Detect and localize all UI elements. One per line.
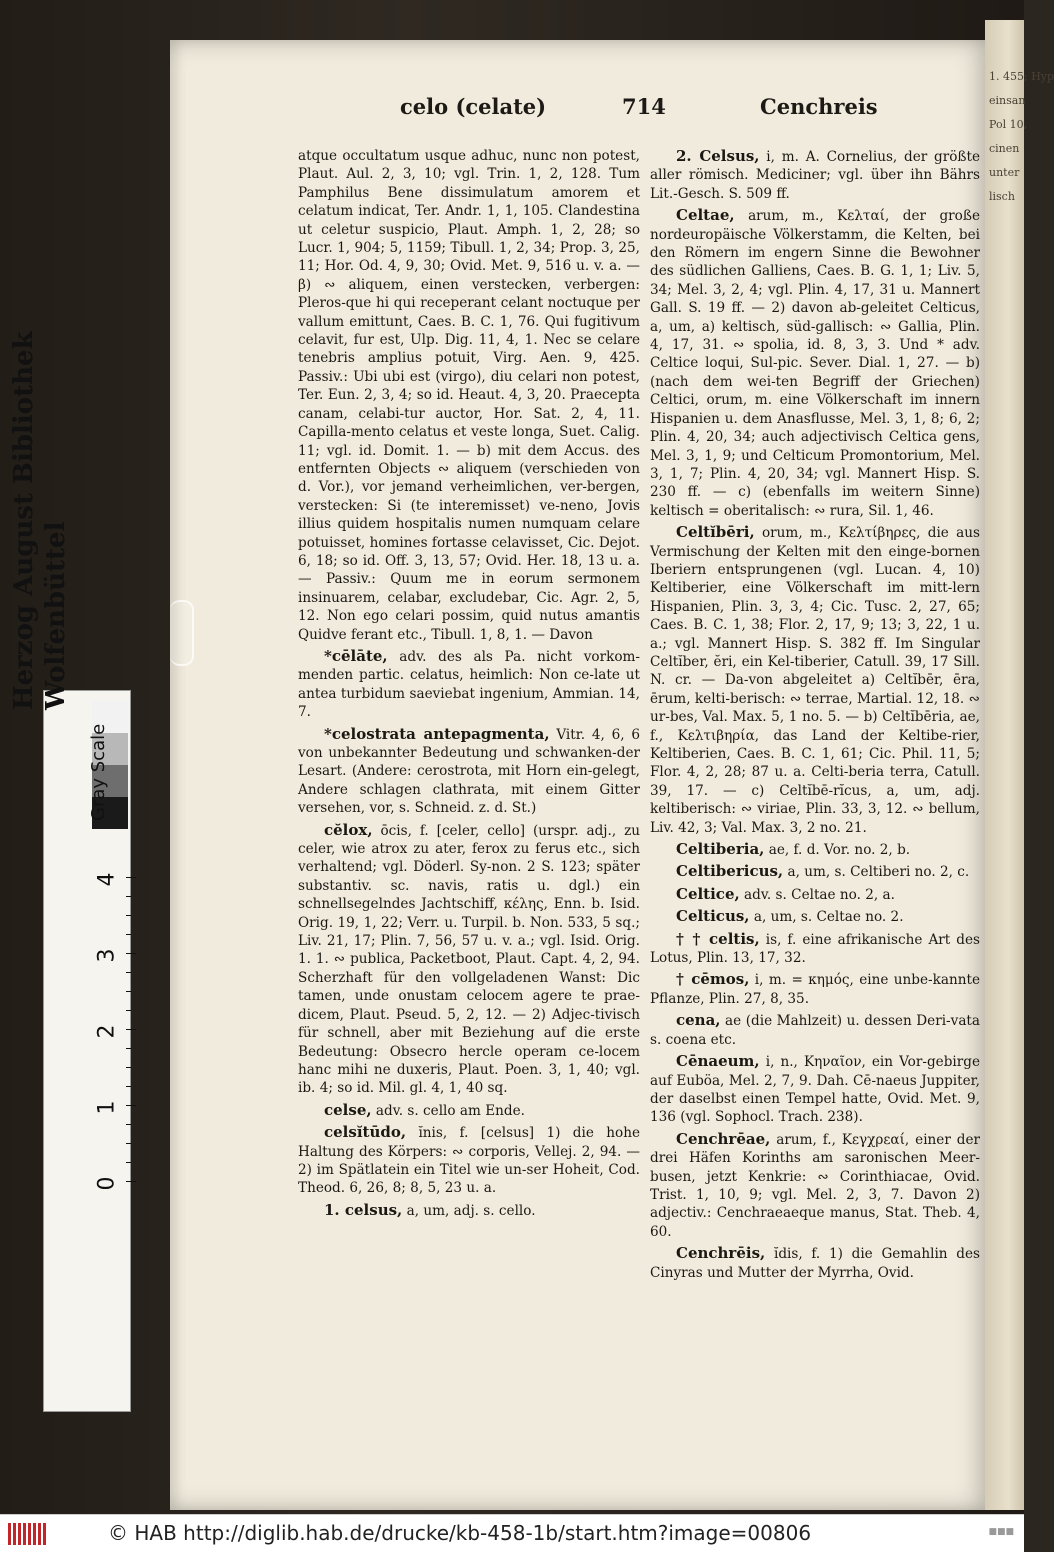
ruler-tick: [126, 896, 131, 897]
entry-lemma: † † celtis,: [676, 929, 760, 948]
dictionary-entry: [650, 1130, 980, 1241]
entry-text: ae, f. d. Vor. no. 2, b.: [764, 842, 911, 859]
ruler-tick: [126, 1067, 131, 1068]
facing-page-fragment: lisch: [989, 190, 1015, 203]
entry-lemma: Celtiberia,: [676, 840, 765, 859]
ruler-tick: [126, 877, 136, 878]
entry-lemma: celsĭtūdo,: [324, 1123, 407, 1142]
entry-text: a, um, s. Celtae no. 2.: [749, 909, 904, 926]
ruler-number: 3: [94, 948, 120, 963]
gray-scale-label: Gray Scale: [88, 723, 109, 821]
entry-text: arum, f., Κεγχρεαί, einer der drei Häfen Korinths am saronischen Meer-busen, jetzt Kenkrie: ∾ Corinthiacae, Ovid. Trist. 1, 10, 9; vgl. Mel. 2, 3, 7. Davon 2) adjectiv.: Cenchraeaeque manus, Stat. Theb. 4, 60.: [650, 1131, 980, 1240]
ruler-number: 0: [94, 1176, 120, 1191]
library-name-line2: Wolfenbüttel: [41, 521, 71, 710]
entry-text: i, n., Κηναῖον, ein Vor-gebirge auf Euböa, Mel. 2, 7, 9. Dah. Cē-naeus Juppiter, der daselbst einen Tempel hatte, Ovid. Met. 9, 136 (vgl. Sophocl. Trach. 238).: [650, 1054, 980, 1126]
hab-logo-icon: [8, 1523, 48, 1545]
dictionary-entry: [650, 1052, 980, 1127]
dictionary-entry: [650, 907, 980, 926]
entry-lemma: 2. Celsus,: [676, 147, 760, 165]
facing-page-fragment: Pol 10,: [989, 118, 1028, 131]
footer-bar: [0, 1514, 1024, 1552]
left-column: [298, 144, 640, 1220]
entry-text: adv. des als Pa. nicht vorkom-menden partic. celatus, heimlich: Non ce-late ut antea turbidum saeviebat ingenium, Ammian. 14, 7.: [298, 648, 640, 721]
ruler-tick: [126, 1048, 131, 1049]
facing-page-edge: [985, 20, 1054, 1510]
dictionary-entry: [650, 1244, 980, 1282]
right-column: [650, 144, 980, 1282]
entry-text: ĭdis, f. 1) die Gemahlin des Cinyras und Mutter der Myrrha, Ovid.: [650, 1246, 980, 1281]
facing-page-fragment: 1. 455; Hyp: [989, 70, 1054, 83]
entry-lemma: Celtĭbēri,: [676, 523, 755, 542]
entry-lemma: Cēnaeum,: [676, 1052, 760, 1071]
entry-text: ĭnis, f. [celsus] 1) die hohe Haltung des Körpers: ∾ corporis, Vellej. 2, 94. — 2) im Spätlatein ein Titel wie un-ser Hoheit, Cod. Theod. 6, 26, 8; 8, 5, 23 u. a.: [298, 1125, 640, 1197]
entry-lemma: Celticus,: [676, 907, 750, 926]
ruler-tick: [126, 1181, 136, 1182]
ruler-number: 2: [94, 1024, 120, 1039]
dictionary-entry: [298, 1201, 640, 1220]
footer-text: [108, 1521, 811, 1545]
running-head-right: Cenchreis: [760, 94, 878, 119]
dictionary-entry: [298, 821, 640, 1098]
ruler-tick: [126, 1105, 136, 1106]
entry-text: ōcis, f. [celer, cello] (urspr. adj., zu celer, wie atrox zu ater, ferox zu ferus etc., sich verhaltend; vgl. Döderl. Sy-non. 2 S. 123; später substantiv. sc. navis, ratis u. dgl.) ein schnellsegelndes Jachtschiff, κέλης, Enn. b. Isid. Orig. 19, 1, 22; Verr. u. Turpil. b. Non. 533, 5 sq.; Liv. 21, 17; Plin. 7, 56, 57 u. v. a.; vgl. Isid. Orig. 1. 1. ∾ publica, Packetboot, Plaut. Capt. 4, 2, 94. Scherzhaft für den vollgeladenen Wanst: Dic tamen, unde onustam celocem agere te prae-dicem, Plaut. Pseud. 5, 2, 12. — 2) Adjec-tivisch für schnell, aber mit Beziehung auf die erste Bedeutung: Obsecro hercle operam ce-locem hanc mihi ne duxeris, Plaut. Poen. 3, 1, 40; vgl. ib. 4; so id. Mil. gl. 4, 1, 40 sq.: [298, 822, 640, 1097]
entry-lemma: *cēlāte,: [324, 646, 388, 665]
entry-lemma: cĕlox,: [324, 820, 373, 839]
ruler: [50, 831, 124, 1191]
copyright-label: © HAB: [108, 1521, 177, 1545]
entry-text: arum, m., Κελταί, der große nordeuropäische Völkerstamm, die Kelten, bei den Römern im engern Sinne die Bewohner des südlichen Galliens, Caes. B. G. 1, 1; Liv. 5, 34; Mel. 3, 2, 4; vgl. Plin. 4, 17, 31 u. Mannert Gall. S. 19 ff. — 2) davon ab-geleitet Celticus, a, um, a) keltisch, süd-gallisch: ∾ Gallia, Plin. 4, 17, 31. ∾ spolia, id. 8, 3, 3. Und * adv. Celtice loqui, Sul-pic. Sever. Dial. 1, 27. — b) (nach dem wei-ten Begriff der Griechen) Celtici, orum, m. eine Völkerschaft im innern Hispanien u. dem Anasflusse, Mel. 3, 1, 8; 6, 2; Plin. 4, 20, 34; auch adjectivisch Celtica gens, Mel. 3, 1, 9; und Celticum Promontorium, Mel. 3, 1, 7; Plin. 4, 20, 34; vgl. Mannert Hisp. S. 230 ff. — c) (ebenfalls im weitern Sinne) keltisch = oberitalisch: ∾ rura, Sil. 1, 46.: [650, 208, 980, 519]
dictionary-entry: [650, 840, 980, 859]
dictionary-entry: [650, 970, 980, 1008]
ruler-tick: [126, 1086, 131, 1087]
library-name-line1: Herzog August Bibliothek: [9, 331, 39, 710]
facing-page-fragment: unter: [989, 166, 1020, 179]
ruler-number: 4: [94, 872, 120, 887]
running-head: [360, 94, 880, 124]
ruler-tick: [126, 972, 131, 973]
entry-text: adv. s. cello am Ende.: [371, 1102, 525, 1119]
ruler-tick: [126, 934, 131, 935]
dictionary-entry: [650, 147, 980, 203]
ruler-number: 1: [94, 1100, 120, 1115]
entry-text: ae (die Mahlzeit) u. dessen Deri-vata s. coena etc.: [650, 1013, 980, 1048]
dictionary-entry: [298, 647, 640, 722]
entry-text: atque occultatum usque adhuc, nunc non potest, Plaut. Aul. 2, 3, 10; vgl. Trin. 1, 2, 128. Tum Pamphilus Bene dissimulatum amorem et celatum indicat, Ter. Andr. 1, 1, 105. Clandestina ut celetur suspicio, Plaut. Amph. 1, 2, 28; so Lucr. 1, 904; 5, 1159; Tibull. 1, 2, 34; Prop. 3, 25, 11; Hor. Od. 4, 9, 30; Ovid. Met. 9, 516 u. v. a. — β) ∾ aliquem, einen verstecken, verbergen: Pleros-que hi qui receperant celant noctuque per vallum emittunt, Caes. B. C. 1, 76. Qui fugitivum celavit, fur est, Ulp. Dig. 11, 4, 1. Nec se celare tenebris amplius potuit, Virg. Aen. 9, 425. Passiv.: Ubi ubi est (virgo), diu celari non potest, Ter. Eun. 2, 3, 4; so id. Heaut. 4, 3, 20. Praecepta canam, celabi-tur auctor, Hor. Sat. 2, 4, 11. Capilla-mento celatus et veste longa, Suet. Calig. 11; vgl. id. Domit. 1. — b) mit dem Accus. des entfernten Objects ∾ aliquem (verschieden von d. Vor.), vor jemand verheimlichen, ver-bergen, verstecken: Si (te interemisset) ve-neno, Jovis illius quidem hospitalis numen numquam celare potuisset, homines fortasse celavisset, Cic. Dejot. 6, 18; so id. Off. 3, 13, 57; Ovid. Her. 18, 13 u. a. — Passiv.: Quum me in eorum sermonem insinuarem, celabar, excludebar, Cic. Agr. 2, 5, 12. Non ego celari possim, quid nutus amantis Quidve ferant etc., Tibull. 1, 8, 1. — Davon: [298, 148, 640, 643]
dictionary-entry: [298, 1123, 640, 1198]
entry-text: is, f. eine afrikanische Art des Lotus, Plin. 13, 17, 32.: [650, 931, 980, 967]
page-clip: [170, 600, 194, 666]
dictionary-entry: [298, 147, 640, 644]
entry-text: a, um, adj. s. cello.: [402, 1202, 536, 1219]
library-label: [8, 331, 78, 710]
dictionary-entry: [650, 206, 980, 520]
entry-lemma: † cēmos,: [676, 970, 750, 989]
entry-text: i, m. A. Cornelius, der größte aller römisch. Mediciner; vgl. über ihn Bährs Lit.-Gesch. S. 509 ff.: [650, 149, 980, 202]
entry-lemma: Cenchrēis,: [676, 1244, 766, 1263]
permalink[interactable]: http://diglib.hab.de/drucke/kb-458-1b/start.htm?image=00806: [183, 1521, 812, 1545]
ruler-tick: [126, 1029, 136, 1030]
running-head-left: celo (celate): [400, 94, 547, 119]
ruler-tick: [126, 1010, 131, 1011]
ruler-tick: [126, 1143, 131, 1144]
ruler-tick: [126, 991, 131, 992]
entry-lemma: celse,: [324, 1100, 372, 1119]
facing-page-fragment: cinen: [989, 142, 1020, 155]
ruler-tick: [126, 915, 131, 916]
ruler-tick: [126, 1162, 131, 1163]
entry-lemma: Celtice,: [676, 884, 740, 903]
dictionary-entry: [650, 523, 980, 837]
dictionary-entry: [650, 885, 980, 904]
ruler-tick: [126, 1124, 131, 1125]
entry-text: orum, m., Κελτίβηρες, die aus Vermischung der Kelten mit den einge-bornen Iberiern entsprungenen (vgl. Lucan. 4, 10) Keltiberier, eine Völkerschaft im mitt-lern Hispanien, Plin. 3, 3, 4; Cic. Tusc. 2, 27, 65; Caes. B. C. 1, 38; Flor. 2, 17, 9; 13; 3, 22, 1 u. a.; vgl. Mannert Hisp. S. 382 ff. Im Singular Celtĭber, ĕri, ein Kel-tiberier, Catull. 39, 17 Sill. N. cr. — Da-von abgeleitet a) Celtĭbēr, ēra, ērum, kelti-berisch: ∾ terrae, Martial. 12, 18. ∾ ur-bes, Val. Max. 5, 1 no. 5. — b) Celtĭbēria, ae, f., Κελτιβηρία, das Land der Keltibe-rier, Keltiberien, Caes. B. C. 1, 61; Cic. Phil. 11, 5; Flor. 4, 2, 28; 87 u. a. Celti-beria terra, Catull. 39, 17. — c) Celtĭbē-rĭcus, a, um, adj. keltiberisch: ∾ viriae, Plin. 33, 3, 12. ∾ bellum, Liv. 42, 3; Val. Max. 3, 2 no. 21.: [650, 525, 980, 836]
entry-lemma: Cenchrēae,: [676, 1129, 771, 1148]
entry-text: adv. s. Celtae no. 2, a.: [739, 886, 895, 903]
gray-scale-target: [43, 690, 131, 1412]
entry-lemma: cena,: [676, 1011, 721, 1030]
entry-text: Vitr. 4, 6, 6 von unbekannter Bedeutung und schwanken-der Lesart. (Andere: cerostrota, mit Horn ein-gelegt, Andere schlagen clathrata, mit einem Gitter versehen, vor, s. Schneid. z. d. St.): [298, 726, 640, 817]
entry-text: a, um, s. Celtiberi no. 2, c.: [783, 864, 970, 881]
dictionary-entry: [650, 862, 980, 881]
entry-lemma: 1. celsus,: [324, 1200, 403, 1219]
footer-corner-mark: ■■■: [988, 1527, 1014, 1537]
page-number: 714: [622, 94, 666, 119]
facing-page-fragment: einsan: [989, 94, 1026, 107]
dictionary-entry: [298, 1101, 640, 1120]
ruler-tick: [126, 953, 136, 954]
entry-lemma: Celtibericus,: [676, 862, 784, 881]
dictionary-entry: [298, 725, 640, 818]
dictionary-entry: [650, 930, 980, 968]
entry-lemma: Celtae,: [676, 206, 735, 225]
entry-text: i, m. = κημός, eine unbe-kannte Pflanze, Plin. 27, 8, 35.: [650, 972, 980, 1007]
dictionary-entry: [650, 1011, 980, 1049]
entry-lemma: *celostrata antepagmenta,: [324, 724, 550, 743]
